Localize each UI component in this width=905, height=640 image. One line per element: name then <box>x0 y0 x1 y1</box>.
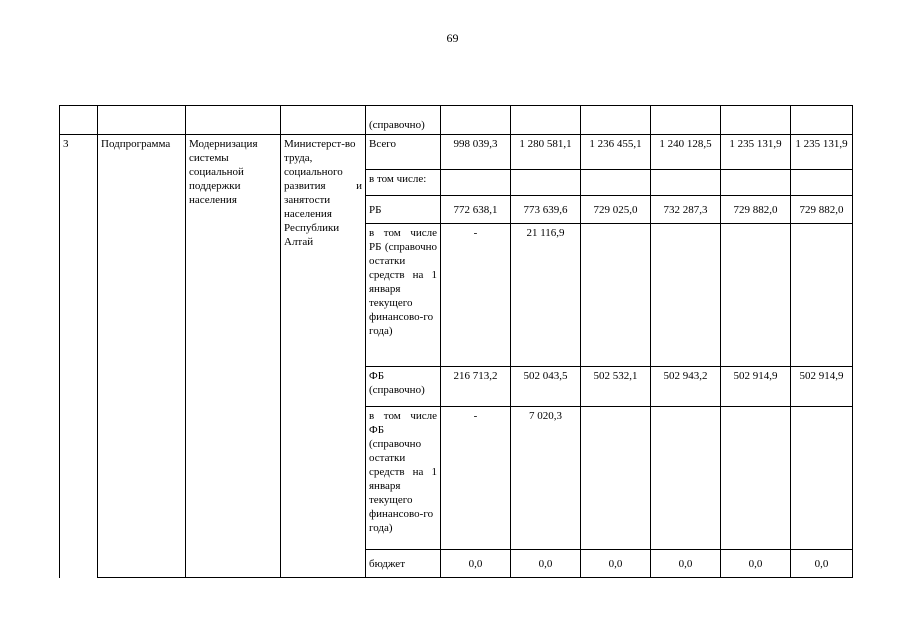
value-cell <box>791 224 853 367</box>
value-cell: 502 914,9 <box>791 367 853 407</box>
value-cell <box>581 224 651 367</box>
value-cell: 0,0 <box>651 550 721 578</box>
value-cell <box>581 407 651 550</box>
value-cell: 729 882,0 <box>791 196 853 224</box>
value-cell: 772 638,1 <box>441 196 511 224</box>
value-cell: 1 235 131,9 <box>721 135 791 170</box>
subprogram-kind: Подпрограмма <box>98 135 186 578</box>
cell-empty <box>281 106 366 135</box>
value-cell <box>511 106 581 135</box>
value-cell: 1 240 128,5 <box>651 135 721 170</box>
value-cell: 0,0 <box>721 550 791 578</box>
value-cell <box>791 170 853 196</box>
value-cell: 7 020,3 <box>511 407 581 550</box>
value-cell: 1 236 455,1 <box>581 135 651 170</box>
value-cell: 21 116,9 <box>511 224 581 367</box>
value-cell: 502 914,9 <box>721 367 791 407</box>
row-index: 3 <box>60 135 98 578</box>
cell-empty <box>186 106 281 135</box>
value-cell <box>651 407 721 550</box>
cell-empty <box>98 106 186 135</box>
table-row <box>60 106 853 135</box>
value-cell: 729 025,0 <box>581 196 651 224</box>
value-cell: 0,0 <box>791 550 853 578</box>
value-cell: 773 639,6 <box>511 196 581 224</box>
value-cell: - <box>441 224 511 367</box>
source-cell: в том числе ФБ (справочно остатки средств на 1 января текущего финансово-го года) <box>366 407 441 550</box>
subprogram-name: Модернизация системы социальной поддержки населения <box>186 135 281 578</box>
value-cell <box>721 170 791 196</box>
cell-empty <box>60 106 98 135</box>
value-cell: 0,0 <box>441 550 511 578</box>
source-cell: (справочно) <box>366 106 441 135</box>
source-cell: в том числе: <box>366 170 441 196</box>
source-cell: в том числе РБ (справочно остатки средств на 1 января текущего финансово-го года) <box>366 224 441 367</box>
value-cell: 502 943,2 <box>651 367 721 407</box>
value-cell <box>721 224 791 367</box>
page-number: 69 <box>446 31 459 45</box>
value-cell: 1 235 131,9 <box>791 135 853 170</box>
value-cell: 732 287,3 <box>651 196 721 224</box>
responsible-executor: Министерст-во труда, социального развития и занятости населения Республики Алтай <box>281 135 366 578</box>
value-cell <box>721 407 791 550</box>
value-cell: 0,0 <box>511 550 581 578</box>
value-cell: 502 532,1 <box>581 367 651 407</box>
value-cell <box>651 224 721 367</box>
value-cell: 216 713,2 <box>441 367 511 407</box>
value-cell: 998 039,3 <box>441 135 511 170</box>
value-cell: 0,0 <box>581 550 651 578</box>
value-cell: - <box>441 407 511 550</box>
source-cell: Всего <box>366 135 441 170</box>
value-cell <box>651 106 721 135</box>
value-cell <box>441 170 511 196</box>
value-cell: 1 280 581,1 <box>511 135 581 170</box>
source-cell: бюджет <box>366 550 441 578</box>
value-cell <box>791 407 853 550</box>
value-cell <box>721 106 791 135</box>
value-cell <box>791 106 853 135</box>
value-cell <box>581 170 651 196</box>
source-cell: РБ <box>366 196 441 224</box>
budget-table <box>59 105 853 578</box>
table-row <box>60 135 853 170</box>
source-cell: ФБ (справочно) <box>366 367 441 407</box>
value-cell: 729 882,0 <box>721 196 791 224</box>
value-cell <box>651 170 721 196</box>
value-cell: 502 043,5 <box>511 367 581 407</box>
value-cell <box>511 170 581 196</box>
value-cell <box>441 106 511 135</box>
value-cell <box>581 106 651 135</box>
